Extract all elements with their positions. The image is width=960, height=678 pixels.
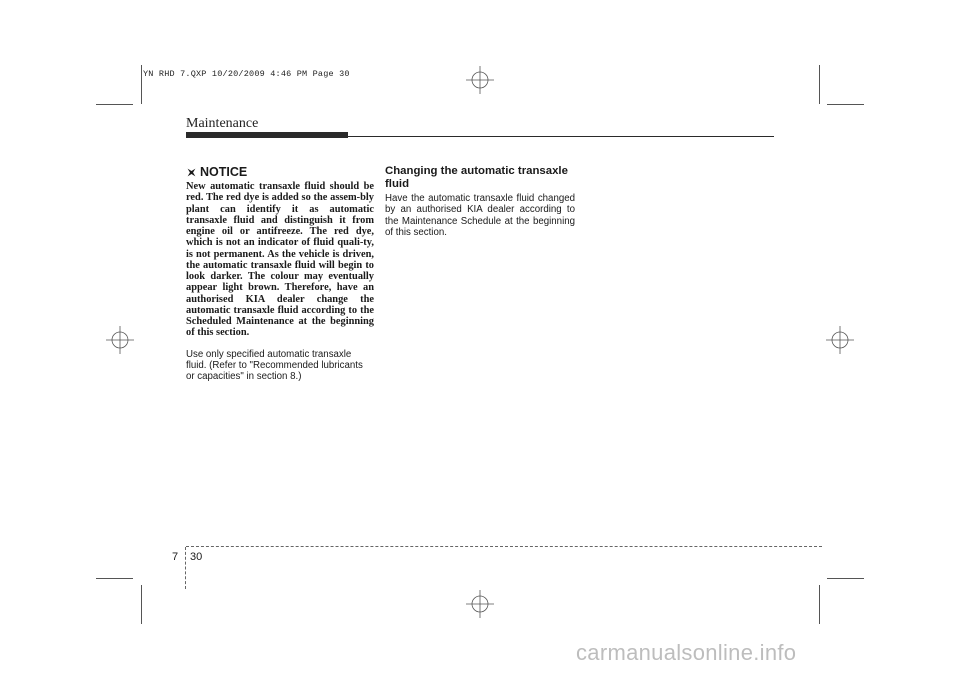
print-slug: YN RHD 7.QXP 10/20/2009 4:46 PM Page 30 [143, 69, 350, 79]
footer-divider [185, 547, 186, 589]
fluid-spec-paragraph: Use only specified automatic transaxle fluid. (Refer to "Recommended lubricants or capacities" in section 8.) [186, 348, 363, 383]
header-bar [186, 132, 348, 138]
left-column [186, 165, 374, 382]
notice-title: NOTICE [200, 165, 248, 179]
chapter-number: 7 [172, 551, 179, 563]
subsection-heading: Changing the automatic transaxle fluid [385, 165, 568, 190]
right-column [385, 165, 575, 238]
registration-mark-icon [466, 66, 494, 94]
notice-body: New automatic transaxle fluid should be red. The red dye is added so the assem-bly plant can identify it as automatic transaxle fluid and distinguish it from engine oil or antifreeze. The red dye, which is not an indicator of fluid quali-ty, is not permanent. As the vehicle is driven, the automatic transaxle fluid will begin to look darker. The colour may eventually appear light brown. Therefore, have an authorised KIA dealer change the automatic transaxle fluid according to the Scheduled Maintenance at the beginning of this section. [186, 181, 374, 339]
notice-heading [186, 165, 374, 179]
fluid-change-paragraph: Have the automatic transaxle fluid changed by an authorised KIA dealer according to the Maintenance Schedule at the beginning of this section. [385, 193, 575, 238]
registration-mark-icon [826, 326, 854, 354]
registration-mark-icon [106, 326, 134, 354]
page-number: 30 [190, 551, 203, 563]
notice-x-icon [186, 167, 197, 178]
section-title: Maintenance [186, 116, 259, 131]
watermark: carmanualsonline.info [576, 640, 797, 665]
footer-rule [186, 546, 822, 547]
registration-mark-icon [466, 590, 494, 618]
